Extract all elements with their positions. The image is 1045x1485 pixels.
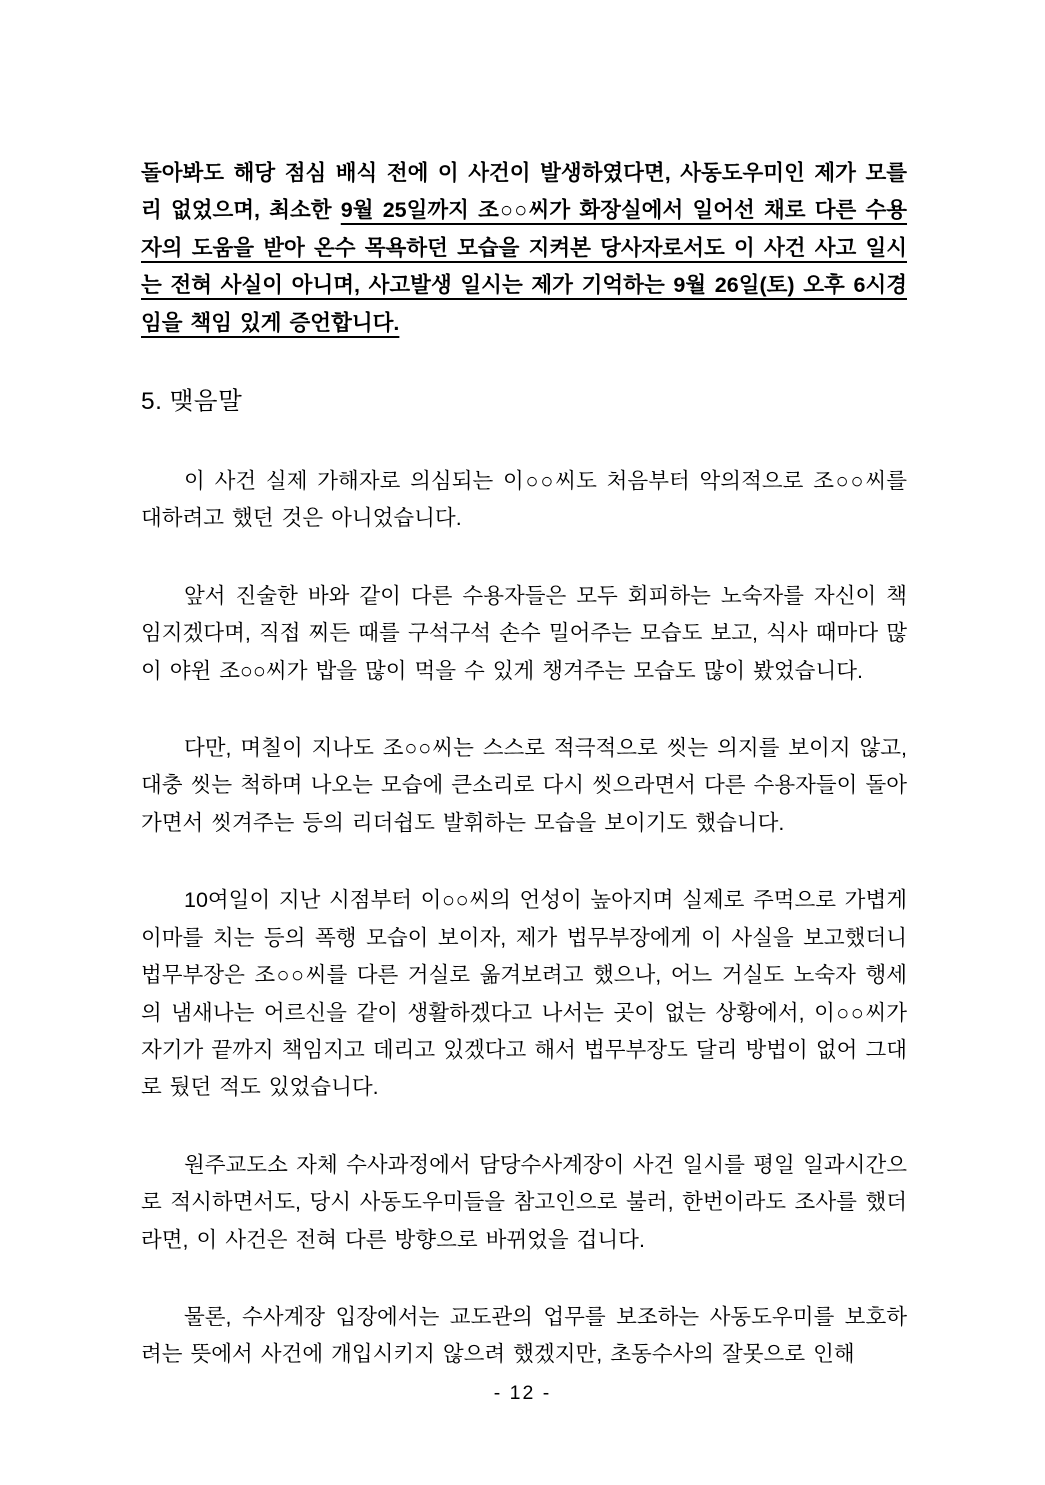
body-paragraph-1: 이 사건 실제 가해자로 의심되는 이○○씨도 처음부터 악의적으로 조○○씨를 대하려고 했던 것은 아니었습니다. [141, 469, 907, 531]
body-paragraph-3: 다만, 며칠이 지나도 조○○씨는 스스로 적극적으로 씻는 의지를 보이지 않고, 대충 씻는 척하며 나오는 모습에 큰소리로 다시 씻으라면서 다른 수용자들이 돌아가면서 씻겨주는 등의 리더쉽도 발휘하는 모습을 보이기도 했습니다. [141, 736, 907, 835]
testimony-underlined-text: 9월 25일까지 조○○씨가 화장실에서 일어선 채로 다른 수용자의 도움을 받아 온수 목욕하던 모습을 지켜본 당사자로서도 이 사건 사고 일시는 전혀 사실이 아니며, 사고발생 일시는 제가 기억하는 9월 26일(토) 오후 6시경임을 책임 있게 증언합니다. [141, 198, 908, 335]
testimony-lead-text: 돌아봐도 해당 점심 배식 전에 이 사건이 발생하였다면, 사동도우미인 제가 모를 리 없었으며, 최소한 [141, 161, 907, 223]
body-paragraph-4: 10여일이 지난 시점부터 이○○씨의 언성이 높아지며 실제로 주먹으로 가볍게 이마를 치는 등의 폭행 모습이 보이자, 제가 법무부장에게 이 사실을 보고했더니 법무부장은 조○○씨를 다른 거실로 옮겨보려고 했으나, 어느 거실도 노숙자 행세의 냄새나는 어르신을 같이 생활하겠다고 나서는 곳이 없는 상황에서, 이○○씨가 자기가 끝까지 책임지고 데리고 있겠다고 해서 법무부장도 달리 방법이 없어 그대로 뒀던 적도 있었습니다. [141, 888, 907, 1100]
page-number: - 12 - [493, 1382, 552, 1404]
testimony-paragraph [141, 155, 907, 342]
body-paragraph-6: 물론, 수사계장 입장에서는 교도관의 업무를 보조하는 사동도우미를 보호하려는 뜻에서 사건에 개입시키지 않으려 했겠지만, 초동수사의 잘못으로 인해 [141, 1304, 907, 1367]
section-heading: 5. 맺음말 [141, 388, 243, 416]
page-content [141, 155, 907, 1414]
body-paragraph-5: 원주교도소 자체 수사과정에서 담당수사계장이 사건 일시를 평일 일과시간으로 적시하면서도, 당시 사동도우미들을 참고인으로 불러, 한번이라도 조사를 했더라면, 이 사건은 전혀 다른 방향으로 바뀌었을 겁니다. [141, 1152, 907, 1252]
body-paragraph-2: 앞서 진술한 바와 같이 다른 수용자들은 모두 회피하는 노숙자를 자신이 책임지겠다며, 직접 찌든 때를 구석구석 손수 밀어주는 모습도 보고, 식사 때마다 많이 야윈 조○○씨가 밥을 많이 먹을 수 있게 챙겨주는 모습도 많이 봤었습니다. [141, 583, 907, 683]
